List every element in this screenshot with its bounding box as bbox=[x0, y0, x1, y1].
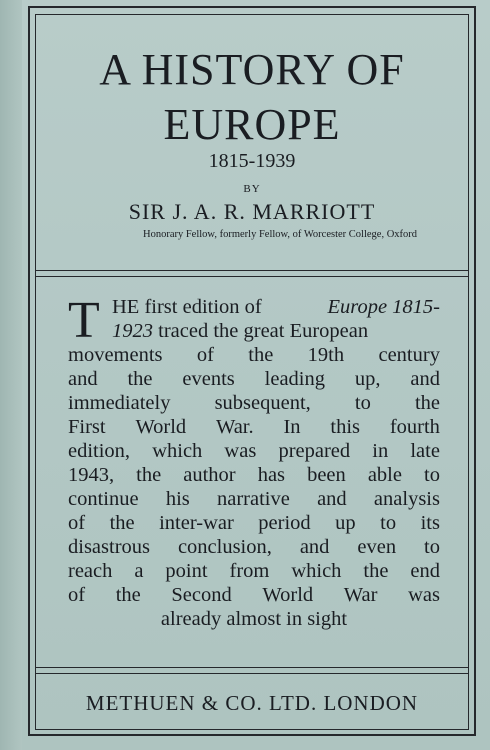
blurb-word: period bbox=[258, 512, 311, 534]
blurb-word: In bbox=[283, 416, 301, 438]
blurb-word: Second bbox=[171, 584, 232, 606]
blurb-word: War bbox=[343, 584, 378, 606]
blurb-word: immediately bbox=[68, 392, 171, 414]
blurb-word: this bbox=[330, 416, 360, 438]
blurb-word: 19th bbox=[307, 344, 345, 366]
blurb-word: disastrous bbox=[68, 536, 150, 558]
blurb-line bbox=[68, 295, 440, 319]
blurb-word: late bbox=[410, 440, 440, 462]
blurb-word: the bbox=[248, 344, 274, 366]
publisher-imprint: METHUEN & CO. LTD. LONDON bbox=[85, 691, 419, 715]
blurb-word: point bbox=[165, 560, 208, 582]
blurb-word: up bbox=[335, 512, 356, 534]
blurb-line bbox=[68, 607, 440, 631]
divider-bottom-1 bbox=[35, 667, 469, 668]
blurb-line bbox=[68, 463, 440, 487]
blurb-line bbox=[68, 535, 440, 559]
blurb-word: from bbox=[229, 560, 270, 582]
blurb-word: conclusion, bbox=[177, 536, 272, 558]
author-affiliation: Honorary Fellow, formerly Fellow, of Worcester College, Oxford bbox=[142, 229, 418, 240]
blurb-line bbox=[68, 511, 440, 535]
blurb-word: continue bbox=[68, 488, 139, 510]
drop-cap: T bbox=[68, 292, 100, 349]
blurb-word: subsequent, bbox=[214, 392, 311, 414]
blurb-word: to bbox=[424, 536, 440, 558]
title-line-1: A HISTORY OF bbox=[99, 45, 405, 94]
blurb-word: in bbox=[372, 440, 389, 462]
blurb-word: to bbox=[380, 512, 397, 534]
blurb-word: 1943, bbox=[68, 464, 115, 486]
blurb-word: and bbox=[317, 488, 347, 510]
blurb-word: was bbox=[408, 584, 440, 606]
blurb-word: its bbox=[420, 512, 440, 534]
blurb-word: of bbox=[68, 584, 86, 606]
blurb-word: the bbox=[414, 392, 440, 414]
blurb-word: World bbox=[262, 584, 314, 606]
blurb-word: leading bbox=[264, 368, 325, 390]
blurb-word: already almost in sight bbox=[160, 608, 348, 630]
blurb-word: the bbox=[136, 464, 162, 486]
blurb-word: inter-war bbox=[159, 512, 234, 534]
blurb-word: World bbox=[135, 416, 187, 438]
blurb-word: the bbox=[115, 584, 141, 606]
spine-edge bbox=[0, 0, 22, 750]
blurb-word: edition, bbox=[68, 440, 131, 462]
blurb-text bbox=[68, 292, 440, 631]
blurb-word: to bbox=[424, 464, 440, 486]
blurb-word: First bbox=[68, 416, 106, 438]
blurb-line bbox=[68, 391, 440, 415]
blurb-word: which bbox=[291, 560, 342, 582]
blurb-word: able bbox=[367, 464, 402, 486]
blurb-word: to bbox=[354, 392, 371, 414]
by-label: BY bbox=[243, 183, 261, 195]
blurb-word: and bbox=[68, 368, 98, 390]
blurb-line bbox=[68, 343, 440, 367]
title-line-2: EUROPE bbox=[163, 100, 341, 149]
blurb-word: end bbox=[410, 560, 440, 582]
blurb-word: traced the great European bbox=[153, 320, 369, 342]
blurb-word: century bbox=[378, 344, 440, 366]
blurb-word: of bbox=[196, 344, 214, 366]
blurb-word: events bbox=[182, 368, 235, 390]
blurb-word: was bbox=[224, 440, 257, 462]
blurb-word: and bbox=[299, 536, 330, 558]
blurb-line bbox=[68, 439, 440, 463]
author-name: SIR J. A. R. MARRIOTT bbox=[128, 199, 376, 224]
blurb-line bbox=[68, 415, 440, 439]
blurb-word: 1923 bbox=[112, 320, 153, 342]
blurb-word: War. bbox=[216, 416, 254, 438]
blurb-word: movements bbox=[68, 344, 163, 366]
blurb-line bbox=[68, 583, 440, 607]
divider-top-1 bbox=[35, 270, 469, 271]
blurb-line bbox=[68, 559, 440, 583]
blurb-word: been bbox=[307, 464, 346, 486]
blurb-word: prepared bbox=[278, 440, 351, 462]
blurb-word: his bbox=[165, 488, 190, 510]
years: 1815-1939 bbox=[208, 150, 296, 172]
blurb-word: Europe 1815- bbox=[327, 296, 440, 318]
blurb-line bbox=[68, 319, 440, 343]
blurb-word: of bbox=[68, 512, 86, 534]
blurb-word: author bbox=[183, 464, 236, 486]
blurb-word: reach bbox=[68, 560, 113, 582]
blurb-word: fourth bbox=[389, 416, 440, 438]
blurb-word: the bbox=[363, 560, 389, 582]
blurb-line bbox=[68, 367, 440, 391]
blurb-word: a bbox=[134, 560, 144, 582]
blurb-word: up, bbox=[354, 368, 381, 390]
blurb-word: the bbox=[109, 512, 135, 534]
divider-bottom-2 bbox=[35, 673, 469, 674]
blurb-word: and bbox=[410, 368, 440, 390]
blurb-word: the bbox=[127, 368, 153, 390]
blurb-word: HE first edition of bbox=[112, 296, 262, 318]
blurb-word: even bbox=[357, 536, 397, 558]
blurb-line bbox=[68, 487, 440, 511]
blurb-word: has bbox=[257, 464, 286, 486]
blurb-word: which bbox=[152, 440, 203, 462]
blurb-word: analysis bbox=[373, 488, 440, 510]
blurb-word: narrative bbox=[217, 488, 290, 510]
divider-top-2 bbox=[35, 276, 469, 277]
